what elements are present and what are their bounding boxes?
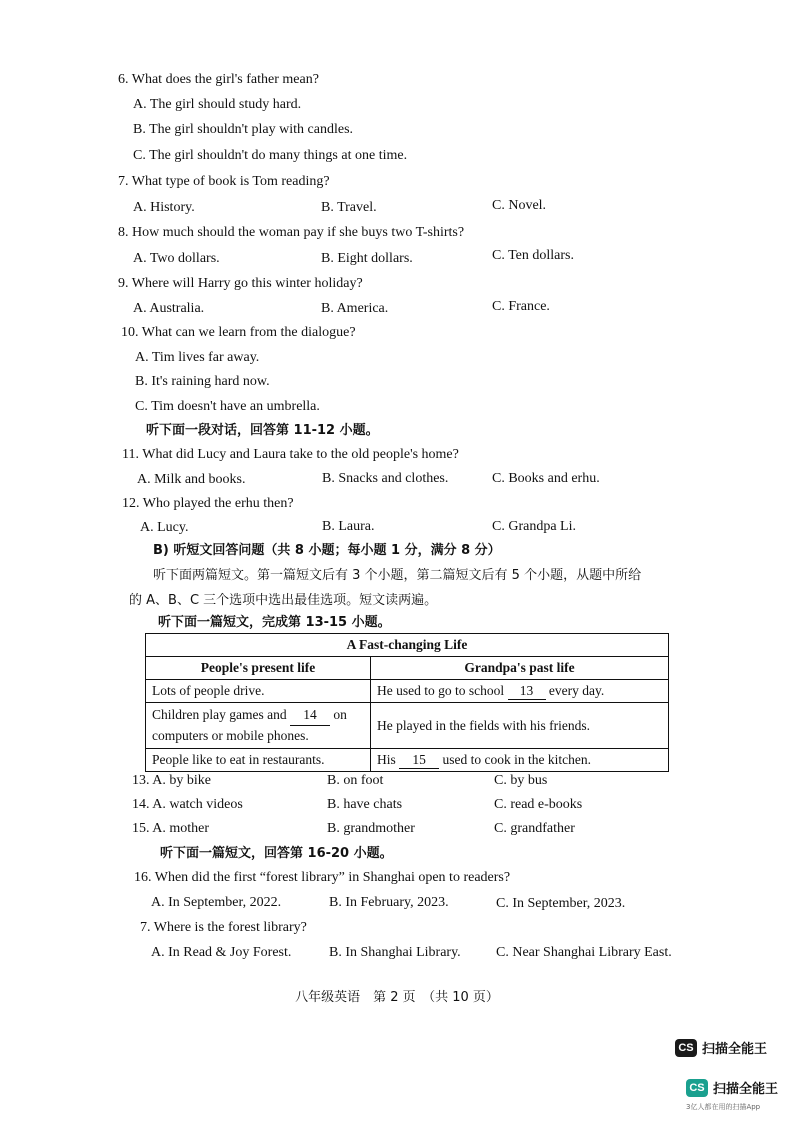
table-row [146, 749, 669, 772]
instruction-11-12: 听下面一段对话，回答第 11-12 小题。 [146, 423, 379, 438]
question-16-stem: 16. When did the first “forest library” in Shanghai open to readers? [134, 870, 511, 885]
page-footer: 八年级英语 第 2 页 （共 10 页） [295, 990, 499, 1005]
question-8-option-b: B. Eight dollars. [321, 251, 413, 266]
question-17-option-b: B. In Shanghai Library. [329, 945, 461, 960]
question-10-option-c: C. Tim doesn't have an umbrella. [135, 399, 320, 414]
table-cell [371, 749, 669, 772]
table-cell [146, 703, 371, 749]
cs-logo-icon: CS [686, 1079, 708, 1097]
question-8-stem: 8. How much should the woman pay if she buys two T-shirts? [118, 225, 465, 240]
cell-text: on [333, 707, 347, 722]
question-8-option-c: C. Ten dollars. [492, 248, 574, 263]
question-11-option-c: C. Books and erhu. [492, 471, 600, 486]
question-14-option-a: 14. A. watch videos [132, 797, 243, 812]
question-15-option-a: 15. A. mother [132, 821, 209, 836]
table-row [146, 703, 669, 749]
question-13-option-c: C. by bus [494, 773, 548, 788]
watermark-text: 扫描全能王 [702, 1042, 768, 1057]
fast-changing-life-table [145, 633, 669, 772]
question-10-option-a: A. Tim lives far away. [135, 350, 260, 365]
table-row [146, 680, 669, 703]
watermark-text: 扫描全能王 [713, 1082, 779, 1097]
cell-text: computers or mobile phones. [152, 728, 309, 743]
section-b-description-line1: 听下面两篇短文。第一篇短文后有 3 个小题，第二篇短文后有 5 个小题，从题中所给 [153, 568, 642, 583]
blank-15: 15 [399, 752, 439, 769]
question-11-stem: 11. What did Lucy and Laura take to the old people's home? [122, 447, 459, 462]
question-15-option-c: C. grandfather [494, 821, 575, 836]
scanner-watermark-bottom [686, 1078, 778, 1097]
question-16-option-c: C. In September, 2023. [496, 896, 626, 911]
cell-text: He used to go to school [377, 682, 505, 698]
cell-text: Children play games and [152, 707, 287, 722]
question-12-option-a: A. Lucy. [140, 520, 189, 535]
question-7-option-b: B. Travel. [321, 200, 377, 215]
blank-14: 14 [290, 705, 330, 726]
cell-text: His [377, 751, 396, 767]
table-cell [371, 680, 669, 703]
cs-logo-icon: CS [675, 1039, 697, 1057]
question-12-option-b: B. Laura. [322, 519, 375, 534]
table-cell: He played in the fields with his friends. [371, 703, 669, 749]
question-13-option-b: B. on foot [327, 773, 384, 788]
question-9-option-a: A. Australia. [133, 301, 205, 316]
instruction-16-20: 听下面一篇短文，回答第 16-20 小题。 [160, 846, 393, 861]
cell-text: every day. [548, 682, 605, 698]
question-6-option-a: A. The girl should study hard. [133, 97, 302, 112]
question-16-option-a: A. In September, 2022. [151, 895, 282, 910]
question-14-option-b: B. have chats [327, 797, 403, 812]
scanner-watermark-top [675, 1038, 767, 1057]
question-9-option-c: C. France. [492, 299, 550, 314]
question-6-stem: 6. What does the girl's father mean? [118, 72, 319, 87]
section-b-heading: B) 听短文回答问题（共 8 小题；每小题 1 分，满分 8 分） [153, 543, 501, 558]
question-7-stem: 7. What type of book is Tom reading? [118, 174, 330, 189]
table-header-past-life: Grandpa's past life [371, 657, 669, 680]
section-b-description-line2: 的 A、B、C 三个选项中选出最佳选项。短文读两遍。 [129, 593, 438, 608]
question-11-option-a: A. Milk and books. [137, 472, 246, 487]
question-17-stem: 7. Where is the forest library? [140, 920, 307, 935]
table-title: A Fast-changing Life [146, 634, 669, 657]
table-header-present-life: People's present life [146, 657, 371, 680]
table-cell: People like to eat in restaurants. [146, 749, 371, 772]
question-7-option-c: C. Novel. [492, 198, 547, 213]
question-9-option-b: B. America. [321, 301, 389, 316]
question-16-option-b: B. In February, 2023. [329, 895, 449, 910]
question-10-stem: 10. What can we learn from the dialogue? [121, 325, 356, 340]
question-6-option-b: B. The girl shouldn't play with candles. [133, 122, 354, 137]
question-17-option-a: A. In Read & Joy Forest. [151, 945, 292, 960]
question-6-option-c: C. The girl shouldn't do many things at one time. [133, 148, 408, 163]
watermark-tagline: 3亿人都在用的扫描App [686, 1103, 761, 1111]
question-7-option-a: A. History. [133, 200, 195, 215]
question-17-option-c: C. Near Shanghai Library East. [496, 945, 672, 960]
cell-text: used to cook in the kitchen. [442, 751, 591, 767]
question-12-stem: 12. Who played the erhu then? [122, 496, 294, 511]
instruction-13-15: 听下面一篇短文，完成第 13-15 小题。 [158, 615, 391, 630]
blank-13: 13 [508, 683, 546, 700]
question-11-option-b: B. Snacks and clothes. [322, 471, 449, 486]
question-13-option-a: 13. A. by bike [132, 773, 211, 788]
question-14-option-c: C. read e-books [494, 797, 583, 812]
question-15-option-b: B. grandmother [327, 821, 415, 836]
question-10-option-b: B. It's raining hard now. [135, 374, 270, 389]
question-8-option-a: A. Two dollars. [133, 251, 220, 266]
question-9-stem: 9. Where will Harry go this winter holiday? [118, 276, 363, 291]
question-12-option-c: C. Grandpa Li. [492, 519, 576, 534]
table-cell: Lots of people drive. [146, 680, 371, 703]
